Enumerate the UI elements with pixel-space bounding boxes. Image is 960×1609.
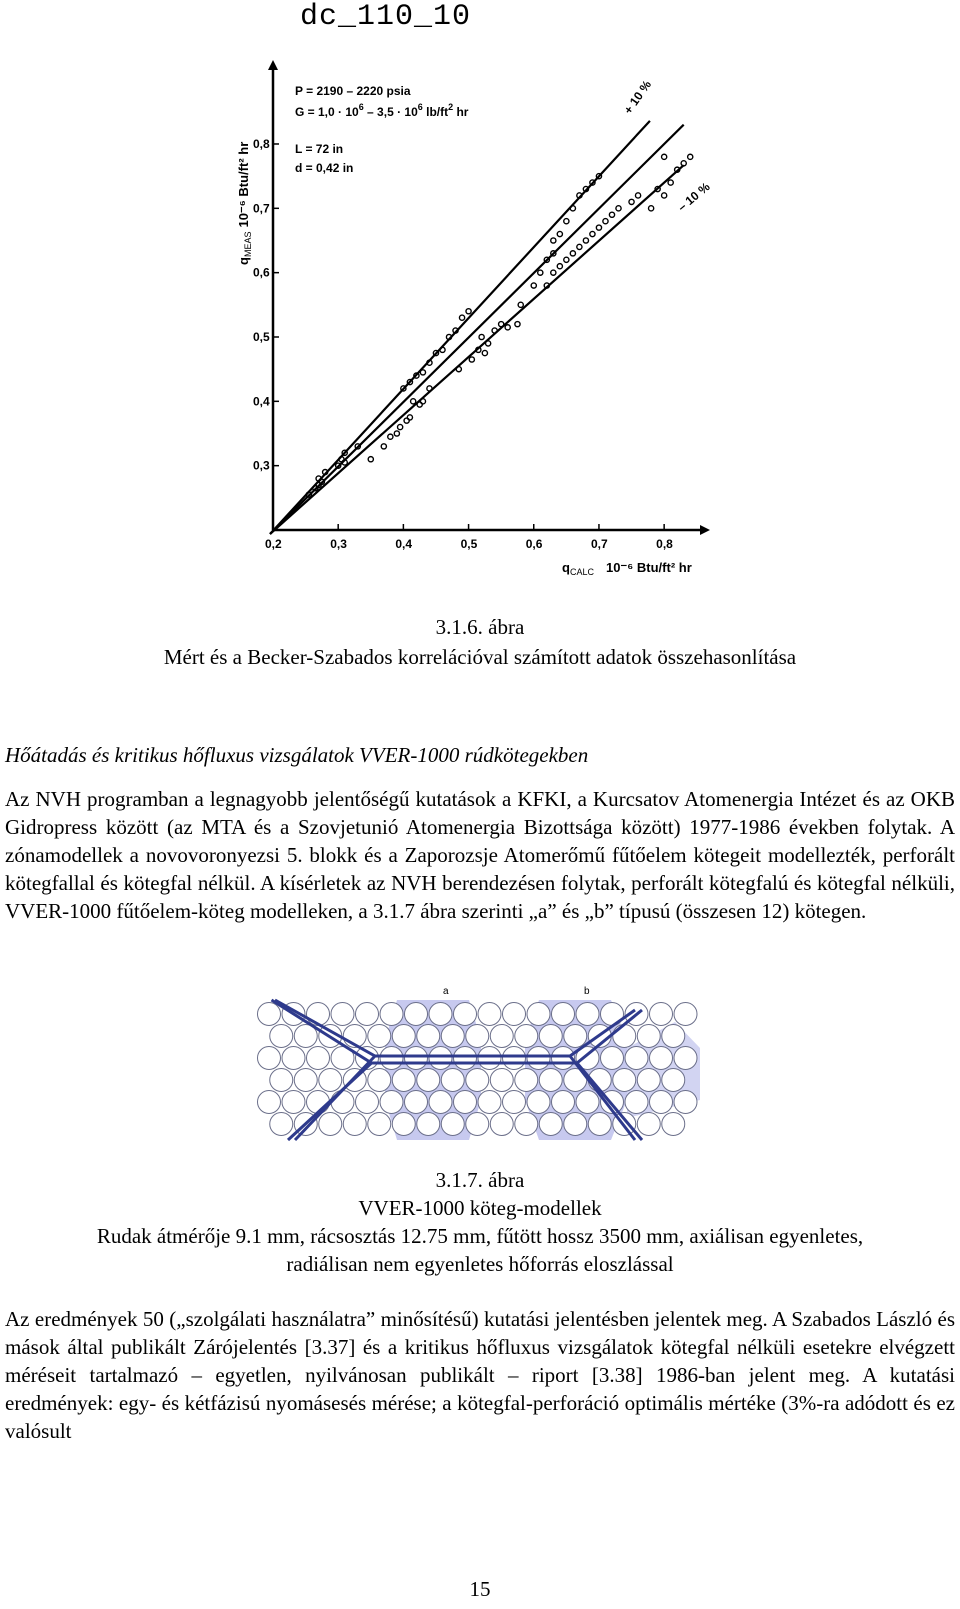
rod: [490, 1113, 513, 1136]
rod: [258, 1091, 281, 1114]
rod: [515, 1025, 538, 1048]
bundle-label-b: b: [584, 986, 590, 997]
rod: [405, 1003, 428, 1026]
data-point: [609, 212, 614, 217]
data-point: [398, 424, 403, 429]
rod: [539, 1069, 562, 1092]
rod: [515, 1113, 538, 1136]
paragraph-1-text: Az NVH programban a legnagyobb jelentőségű kutatások a KFKI, a Kurcsatov Atomenergia Intézet és az OKB Gidropress között (az MTA és a Szovjetunió Atomenergia Bizottsága között) 1977-1986 években folytak. A zónamodellek a novovoronyezsi 5. blokk és a Zaporozsje Atomerőmű fűtőelem kötegeit modellezték, perforált kötegfallal és kötegfal nélkül. A kísérletek az NVH berendezésen folytak, perforált kötegfalú és kötegfal nélküli, VVER-1000 fűtőelem-köteg modelleken, a 3.1.7 ábra szerinti „a” és „b” típusú (összesen 12) kötegen.: [5, 787, 955, 923]
rod: [674, 1091, 697, 1114]
rod: [503, 1091, 526, 1114]
rod: [368, 1113, 391, 1136]
figure2-caption-line1: Rudak átmérője 9.1 mm, rácsosztás 12.75 mm, fűtött hossz 3500 mm, axiálisan egyenletes,: [96, 1224, 864, 1248]
data-point: [557, 231, 562, 236]
rod: [490, 1069, 513, 1092]
annotation-length: L = 72 in: [295, 142, 344, 156]
data-point: [564, 257, 569, 262]
rod: [356, 1003, 379, 1026]
rod: [405, 1047, 428, 1070]
paragraph-2: [5, 1305, 955, 1445]
data-point: [482, 350, 487, 355]
data-point: [596, 225, 601, 230]
data-point: [499, 322, 504, 327]
x-tick-label: 0,3: [330, 537, 347, 551]
rod: [319, 1113, 342, 1136]
rod: [674, 1047, 697, 1070]
paragraph-2-text: Az eredmények 50 („szolgálati használatra” minősítésű) kutatási jelentésben jelentek meg. A Szabados László és mások által publikált Zárójelentés [3.37] és a kritikus hőfluxus vizsgálatok kötegfal nélküli esetekre elvégzett méréseit tartalmazó – egyetlen, nyilvánosan publikált – riport [3.38] 1986-ban jelent meg. A kutatási eredmények: egy- és kétfázisú nyomásesés mérése; a kötegfal-perforáció optimális mértéke (3%-ra adódott és ez valósult: [5, 1307, 955, 1443]
figure2-number: 3.1.7. ábra: [435, 1168, 525, 1192]
data-point: [557, 264, 562, 269]
data-point: [564, 219, 569, 224]
annotation-flux: $G = 1,0 \cdot 10^6 - 3,5 \cdot 10^6$ $lb/ft^2$ hr: [295, 102, 469, 119]
figure1-number: 3.1.6. ábra: [435, 615, 525, 639]
rod: [356, 1091, 379, 1114]
rod: [417, 1113, 440, 1136]
data-point: [668, 180, 673, 185]
data-point: [515, 322, 520, 327]
reference-line: [270, 121, 650, 534]
data-point: [570, 206, 575, 211]
rod: [662, 1025, 685, 1048]
x-tick-label: 0,4: [395, 537, 413, 551]
rod: [650, 1047, 673, 1070]
reference-line: [270, 125, 684, 534]
rod: [380, 1047, 403, 1070]
rod: [392, 1069, 415, 1092]
rod: [662, 1069, 685, 1092]
rod: [294, 1069, 317, 1092]
rod: [380, 1091, 403, 1114]
rod: [380, 1003, 403, 1026]
rod: [466, 1069, 489, 1092]
data-point: [466, 309, 471, 314]
rod: [392, 1025, 415, 1048]
rod: [503, 1047, 526, 1070]
bundle-diagram: [255, 986, 705, 1140]
data-point: [603, 219, 608, 224]
rod: [613, 1025, 636, 1048]
rod: [552, 1091, 575, 1114]
data-point: [681, 161, 686, 166]
rod: [650, 1091, 673, 1114]
rod: [282, 1047, 305, 1070]
data-point: [469, 357, 474, 362]
y-tick-label: 0,7: [253, 201, 270, 216]
rod: [270, 1025, 293, 1048]
rod: [307, 1047, 330, 1070]
rod: [637, 1069, 660, 1092]
rod: [662, 1113, 685, 1136]
data-point: [427, 386, 432, 391]
data-point: [456, 367, 461, 372]
rod: [478, 1047, 501, 1070]
figure2-caption-line2: radiálisan nem egyenletes hőforrás eloszlással: [286, 1252, 674, 1276]
rod: [368, 1069, 391, 1092]
paragraph-1: [5, 785, 955, 925]
x-tick-label: 0,8: [656, 537, 673, 551]
data-point: [505, 325, 510, 330]
rod: [466, 1113, 489, 1136]
data-point: [420, 399, 425, 404]
data-point: [394, 431, 399, 436]
rod: [527, 1047, 550, 1070]
data-point: [420, 370, 425, 375]
y-tick-label: 0,5: [253, 329, 270, 344]
data-point: [381, 444, 386, 449]
svg-text:qCALC10⁻⁶ Btu/ft² hr: $q_{CALC}$ 10⁻⁶ Btu/ft² hr: [562, 560, 692, 577]
rod: [490, 1025, 513, 1048]
x-axis-arrow: [700, 525, 710, 535]
data-point: [551, 238, 556, 243]
rod: [454, 1003, 477, 1026]
scatter-chart: [230, 60, 730, 590]
x-axis-label: [562, 560, 692, 577]
rod: [417, 1025, 440, 1048]
figure1-caption: Mért és a Becker-Szabados korrelációval számított adatok összehasonlítása: [163, 645, 797, 669]
rod: [576, 1091, 599, 1114]
y-tick-label: 0,8: [253, 136, 270, 151]
rod: [429, 1003, 452, 1026]
rod: [454, 1091, 477, 1114]
reference-line: [270, 165, 684, 534]
rod: [441, 1069, 464, 1092]
data-point: [616, 206, 621, 211]
chart-points: [306, 154, 693, 497]
rod: [515, 1069, 538, 1092]
rod: [441, 1025, 464, 1048]
rod: [466, 1025, 489, 1048]
rod: [429, 1047, 452, 1070]
rod: [625, 1047, 648, 1070]
rod: [637, 1113, 660, 1136]
rod: [637, 1025, 660, 1048]
rod: [392, 1113, 415, 1136]
data-point: [388, 434, 393, 439]
rod: [564, 1113, 587, 1136]
data-point: [459, 315, 464, 320]
data-point: [629, 199, 634, 204]
rod: [539, 1113, 562, 1136]
rod: [270, 1113, 293, 1136]
data-point: [486, 341, 491, 346]
rod: [552, 1003, 575, 1026]
y-tick-label: 0,6: [253, 265, 270, 280]
x-tick-label: 0,6: [525, 537, 543, 551]
rod: [576, 1003, 599, 1026]
rod: [613, 1069, 636, 1092]
document-id: dc_110_10: [300, 0, 472, 34]
data-point: [662, 193, 667, 198]
data-point: [479, 334, 484, 339]
rod: [307, 1003, 330, 1026]
rod: [588, 1113, 611, 1136]
rod: [258, 1003, 281, 1026]
chart-lines: [270, 121, 684, 534]
data-point: [649, 206, 654, 211]
y-axis-label: [236, 142, 253, 265]
rod: [478, 1003, 501, 1026]
y-tick-label: 0,3: [253, 458, 270, 473]
rod: [441, 1113, 464, 1136]
rod: [405, 1091, 428, 1114]
data-point: [411, 399, 416, 404]
rod: [625, 1091, 648, 1114]
data-point: [407, 415, 412, 420]
data-point: [538, 270, 543, 275]
rod: [319, 1069, 342, 1092]
rod: [417, 1069, 440, 1092]
rod: [429, 1091, 452, 1114]
rod: [307, 1091, 330, 1114]
rod: [454, 1047, 477, 1070]
data-point: [368, 457, 373, 462]
x-tick-label: 0,2: [265, 537, 282, 551]
rod: [282, 1091, 305, 1114]
bundle-label-a: a: [443, 986, 449, 997]
rod: [331, 1091, 354, 1114]
rod: [503, 1003, 526, 1026]
x-tick-label: 0,7: [590, 537, 608, 551]
rod: [343, 1113, 366, 1136]
rod: [601, 1047, 624, 1070]
x-tick-label: 0,5: [460, 537, 478, 551]
data-point: [570, 251, 575, 256]
annotation-minus-band: – 10 %: [674, 179, 713, 215]
rod: [258, 1047, 281, 1070]
page-number: 15: [469, 1577, 491, 1601]
data-point: [531, 283, 536, 288]
data-point: [590, 231, 595, 236]
data-point: [577, 244, 582, 249]
rod: [564, 1025, 587, 1048]
rod: [650, 1003, 673, 1026]
rod: [527, 1003, 550, 1026]
figure2-title: VVER-1000 köteg-modellek: [358, 1196, 602, 1220]
rod: [527, 1091, 550, 1114]
y-axis-arrow: [268, 60, 278, 70]
annotation-diameter: d = 0,42 in: [295, 161, 354, 175]
data-point: [662, 154, 667, 159]
data-point: [635, 193, 640, 198]
rod: [539, 1025, 562, 1048]
data-point: [551, 270, 556, 275]
data-point: [583, 238, 588, 243]
annotation-plus-band: + 10 %: [620, 77, 655, 117]
annotation-pressure: P = 2190 – 2220 psia: [295, 84, 411, 98]
rod: [331, 1003, 354, 1026]
section-title: Hőátadás és kritikus hőfluxus vizsgálatok VVER-1000 rúdkötegekben: [5, 743, 589, 767]
data-point: [518, 302, 523, 307]
rod: [674, 1003, 697, 1026]
svg-text:qMEAS10⁻⁶ Btu/ft² hr: $q_{MEAS}10^{-6}$ Btu/ft² hr: [236, 141, 253, 265]
rod: [270, 1069, 293, 1092]
y-tick-label: 0,4: [253, 394, 270, 409]
data-point: [688, 154, 693, 159]
rod: [368, 1025, 391, 1048]
rod: [478, 1091, 501, 1114]
